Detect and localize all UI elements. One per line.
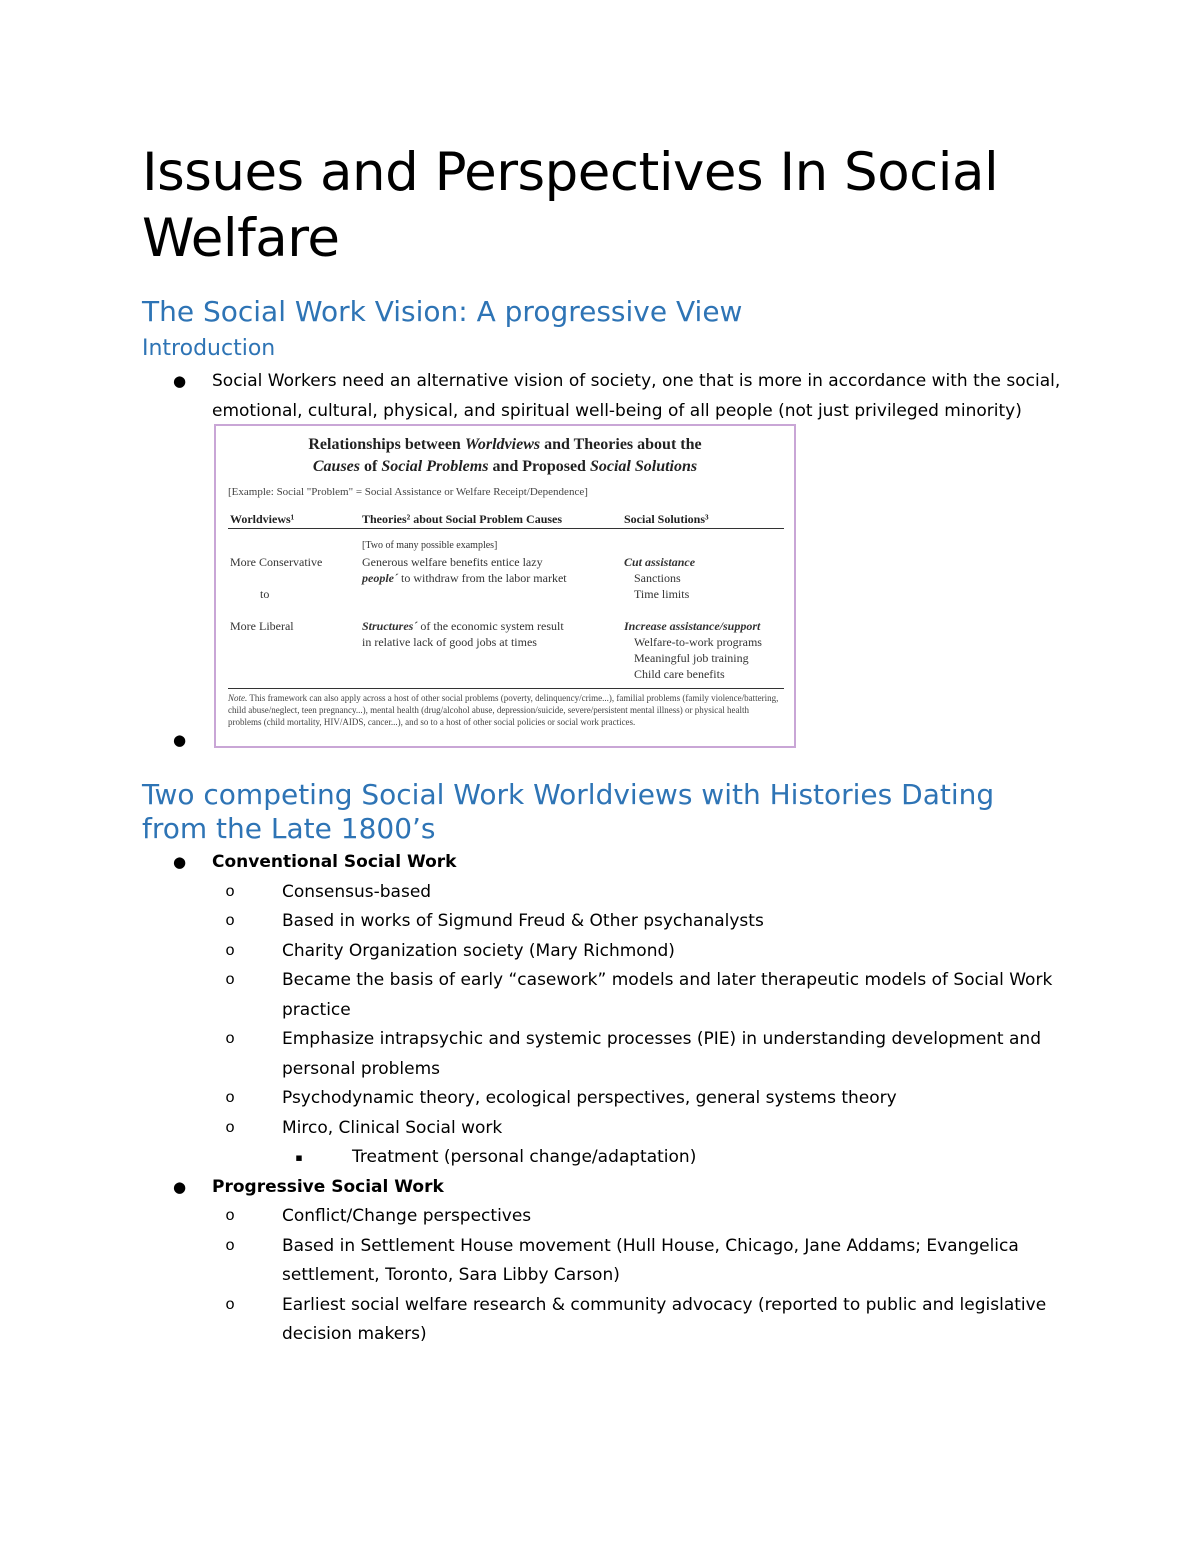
figure-title-line1: Relationships between Worldviews and Theories about the <box>308 436 702 453</box>
list-item-figure <box>142 426 1062 756</box>
circle-bullet-icon: o <box>225 1118 235 1137</box>
worldviews-list <box>142 848 1062 1350</box>
circle-bullet-icon: o <box>225 882 235 901</box>
section-heading-worldviews: Two competing Social Work Worldviews with Histories Dating from the Late 1800’s <box>142 778 995 845</box>
bullet-icon: ● <box>173 853 187 871</box>
list-item: o Based in works of Sigmund Freud & Other psychanalysts <box>212 907 1062 937</box>
figure-theory-1: Generous welfare benefits entice lazy people´ to withdraw from the labor market <box>362 555 567 585</box>
list-item: o Based in Settlement House movement (Hull House, Chicago, Jane Addams; Evangelica settlement, Toronto, Sara Libby Carson) <box>212 1232 1062 1291</box>
circle-bullet-icon: o <box>225 1207 235 1225</box>
circle-bullet-icon: o <box>225 1295 235 1314</box>
document-body <box>142 140 1062 1350</box>
circle-bullet-icon: o <box>225 912 235 930</box>
section-heading-vision: The Social Work Vision: A progressive View <box>142 295 743 328</box>
figure-possible-note: [Two of many possible examples] <box>362 540 498 551</box>
square-bullet-icon: ▪ <box>295 1151 303 1164</box>
figure-solution-2: Increase assistance/support Welfare-to-work programs Meaningful job training Child care benefits <box>624 619 762 681</box>
list-item: o Earliest social welfare research & community advocacy (reported to public and legislative decision makers) <box>212 1291 1062 1350</box>
list-item: o Became the basis of early “casework” models and later therapeutic models of Social Work practice <box>212 966 1062 1025</box>
figure-example: [Example: Social "Problem" = Social Assistance or Welfare Receipt/Dependence] <box>228 486 588 498</box>
figure-col-solutions: Social Solutions³ <box>624 512 709 526</box>
list-item-text: Conventional Social Work <box>212 852 457 872</box>
bullet-icon: ● <box>173 731 187 749</box>
list-item: o Charity Organization society (Mary Richmond) <box>212 937 1062 967</box>
list-item: o Emphasize intrapsychic and systemic processes (PIE) in understanding development and personal problems <box>212 1025 1062 1084</box>
list-item: o Psychodynamic theory, ecological perspectives, general systems theory <box>212 1084 1062 1114</box>
figure-note: Note. This framework can also apply across a host of other social problems (poverty, delinquency/crime...), familial problems (family violence/battering, child abuse/neglect, teen pregnancy...), mental health (drug/alcohol abuse, depression/suicide, severe/persistent mental illness) or physical health problems (child mortality, HIV/AIDS, cancer...), and so to a host of other social policies or social work practices. <box>228 693 779 727</box>
figure-to: to <box>260 587 270 601</box>
list-item: o Mirco, Clinical Social work ▪ Treatment (personal change/adaptation) <box>212 1114 1062 1173</box>
intro-list <box>142 367 1062 756</box>
progressive-sublist <box>212 1202 1062 1350</box>
list-item: o Consensus-based <box>212 878 1062 908</box>
circle-bullet-icon: o <box>225 1089 235 1107</box>
worldviews-figure <box>214 424 796 748</box>
figure-rule-bottom <box>228 688 784 689</box>
figure-col-worldviews: Worldviews¹ <box>230 512 295 526</box>
circle-bullet-icon: o <box>225 971 235 989</box>
list-item-text: Social Workers need an alternative vision of society, one that is more in accordance with the social, emotional, cultural, physical, and spiritual well-being of all people (not just privileged minority) <box>212 371 1061 421</box>
conventional-sublist <box>212 878 1062 1173</box>
list-item-progressive <box>142 1173 1062 1350</box>
subheading-introduction: Introduction <box>142 336 276 361</box>
list-item-text: Progressive Social Work <box>212 1176 444 1197</box>
list-item: ▪ Treatment (personal change/adaptation) <box>282 1143 1062 1173</box>
circle-bullet-icon: o <box>225 1030 235 1048</box>
figure-liberal: More Liberal <box>230 619 294 633</box>
figure-col-theories: Theories² about Social Problem Causes <box>362 512 563 526</box>
bullet-icon: ● <box>173 1177 187 1196</box>
figure-title-line2: Causes of Social Problems and Proposed Social Solutions <box>312 458 698 475</box>
circle-bullet-icon: o <box>225 941 235 960</box>
figure-theory-2: Structures´ of the economic system result in relative lack of good jobs at times <box>362 619 564 649</box>
figure-solution-1: Cut assistance Sanctions Time limits <box>624 555 696 601</box>
figure-rule-top <box>228 528 784 529</box>
circle-bullet-icon: o <box>225 1236 235 1255</box>
clinical-sublist <box>282 1143 1062 1173</box>
list-item: o Conflict/Change perspectives <box>212 1202 1062 1232</box>
bullet-icon: ● <box>173 372 187 390</box>
list-item-conventional <box>142 848 1062 1173</box>
document-title: Issues and Perspectives In Social Welfare <box>142 142 999 269</box>
list-item <box>142 367 1062 426</box>
figure-conservative: More Conservative <box>230 555 323 569</box>
